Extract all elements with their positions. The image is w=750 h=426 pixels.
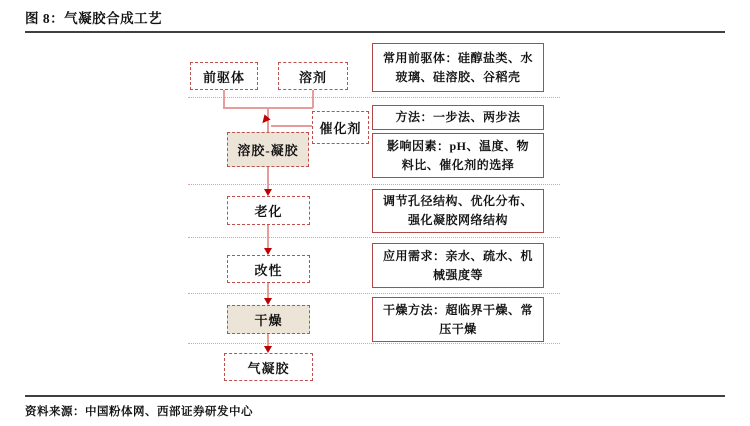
figure-title: 图 8：气凝胶合成工艺 bbox=[25, 11, 163, 26]
annotation-precursors: 常用前驱体：硅醇盐类、水玻璃、硅溶胶、谷稻壳 bbox=[372, 43, 544, 92]
node-drying: 干燥 bbox=[227, 305, 310, 334]
node-catalyst: 催化剂 bbox=[312, 111, 369, 144]
connector-aging-modification bbox=[267, 225, 269, 248]
arrowhead-catalyst-icon bbox=[259, 114, 270, 125]
source-note: 资料来源：中国粉体网、西部证券研发中心 bbox=[25, 406, 253, 418]
arrowhead-modification-icon bbox=[264, 248, 272, 255]
stage-separator bbox=[188, 237, 560, 238]
arrowhead-aerogel-icon bbox=[264, 346, 272, 353]
node-precursor: 前驱体 bbox=[190, 62, 258, 90]
arrowhead-drying-icon bbox=[264, 298, 272, 305]
annotation-factors: 影响因素：pH、温度、物料比、催化剂的选择 bbox=[372, 133, 544, 178]
connector-precursor-down bbox=[223, 90, 225, 108]
node-aerogel: 气凝胶 bbox=[224, 353, 313, 381]
connector-solgel-aging bbox=[267, 167, 269, 191]
bottom-divider bbox=[25, 395, 725, 397]
annotation-methods: 方法：一步法、两步法 bbox=[372, 105, 544, 130]
stage-separator bbox=[188, 343, 560, 344]
stage-separator bbox=[188, 293, 560, 294]
node-modification: 改性 bbox=[227, 255, 310, 283]
connector-modification-drying bbox=[267, 283, 269, 299]
arrowhead-aging-icon bbox=[264, 189, 272, 196]
node-aging: 老化 bbox=[227, 196, 310, 225]
annotation-aging-effects: 调节孔径结构、优化分布、强化凝胶网络结构 bbox=[372, 189, 544, 233]
connector-catalyst bbox=[271, 125, 312, 127]
top-divider bbox=[25, 31, 725, 33]
annotation-drying-methods: 干燥方法：超临界干燥、常压干燥 bbox=[372, 297, 544, 342]
stage-separator bbox=[188, 97, 560, 98]
node-sol-gel: 溶胶-凝胶 bbox=[227, 132, 309, 167]
stage-separator bbox=[188, 184, 560, 185]
connector-solvent-down bbox=[312, 90, 314, 108]
annotation-application-needs: 应用需求：亲水、疏水、机械强度等 bbox=[372, 243, 544, 288]
node-solvent: 溶剂 bbox=[278, 62, 348, 90]
